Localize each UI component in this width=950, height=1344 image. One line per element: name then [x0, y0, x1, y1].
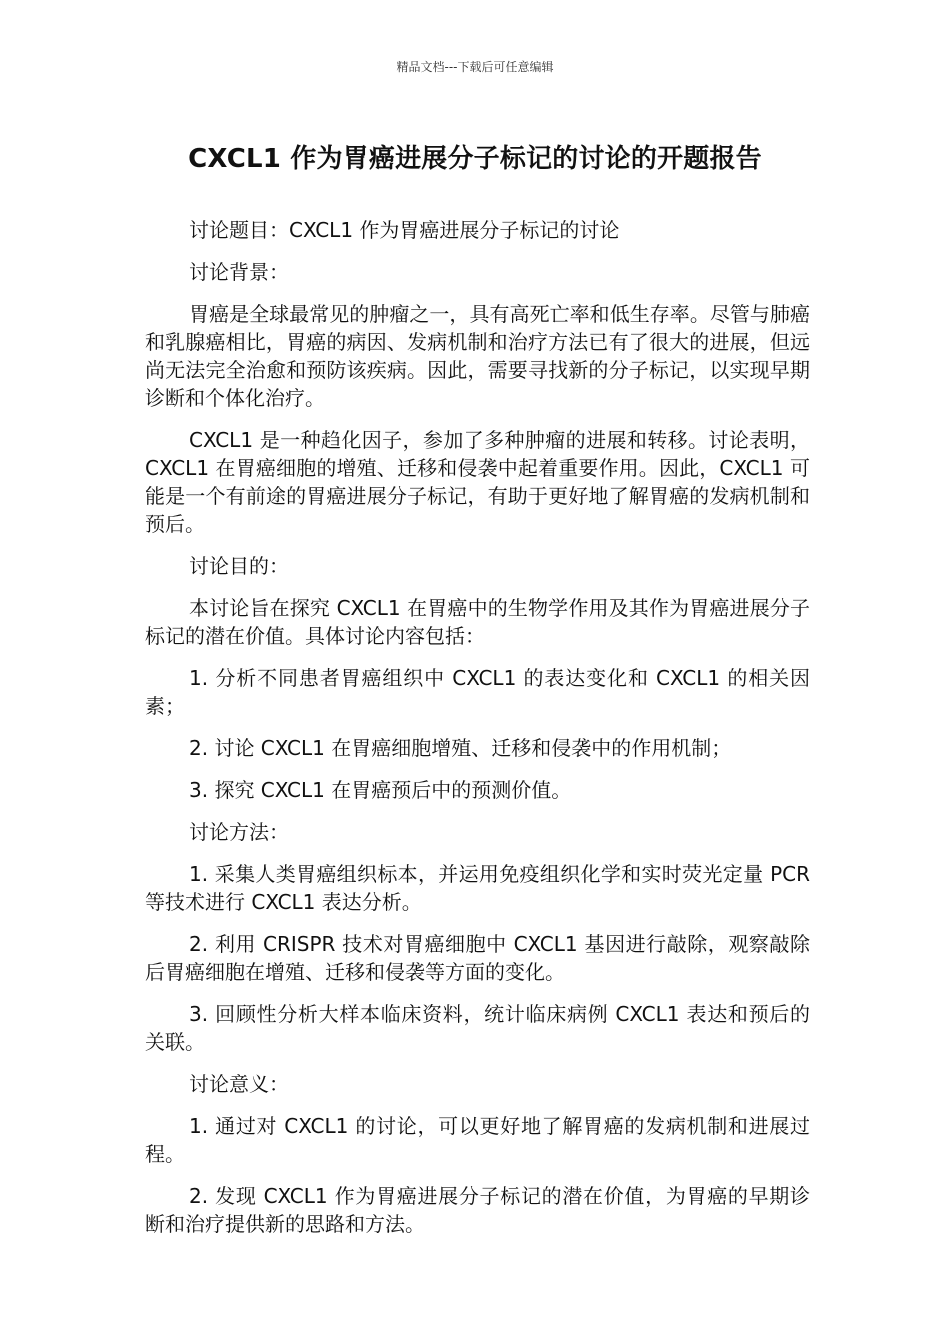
purpose-item-1: 1. 分析不同患者胃癌组织中 CXCL1 的表达变化和 CXCL1 的相关因素； [145, 666, 810, 718]
paragraph-background-1: 胃癌是全球最常见的肿瘤之一，具有高死亡率和低生存率。尽管与肺癌和乳腺癌相比，胃癌的病因、发病机制和治疗方法已有了很大的进展，但远尚无法完全治愈和预防该疾病。因此，需要寻找新的分子标记，以实现早期诊断和个体化治疗。 [145, 302, 810, 410]
header-note: 精品文档---下载后可任意编辑 [396, 60, 554, 74]
heading-methods: 讨论方法： [189, 820, 289, 844]
document-title: CXCL1 作为胃癌进展分子标记的讨论的开题报告 [188, 144, 762, 174]
method-item-1: 1. 采集人类胃癌组织标本，并运用免疫组织化学和实时荧光定量 PCR 等技术进行 CXCL1 表达分析。 [145, 862, 810, 914]
method-item-3: 3. 回顾性分析大样本临床资料，统计临床病例 CXCL1 表达和预后的关联。 [145, 1002, 810, 1054]
method-item-2: 2. 利用 CRISPR 技术对胃癌细胞中 CXCL1 基因进行敲除，观察敲除后胃癌细胞在增殖、迁移和侵袭等方面的变化。 [145, 932, 810, 984]
heading-purpose: 讨论目的： [189, 554, 289, 578]
document-body [145, 216, 810, 1252]
significance-item-1: 1. 通过对 CXCL1 的讨论，可以更好地了解胃癌的发病机制和进展过程。 [145, 1114, 810, 1166]
heading-background: 讨论背景： [189, 260, 289, 284]
paragraph-background-2: CXCL1 是一种趋化因子，参加了多种肿瘤的进展和转移。讨论表明，CXCL1 在胃癌细胞的增殖、迁移和侵袭中起着重要作用。因此，CXCL1 可能是一个有前途的胃癌进展分子标记，有助于更好地了解胃癌的发病机制和预后。 [145, 428, 810, 536]
purpose-item-3: 3. 探究 CXCL1 在胃癌预后中的预测价值。 [189, 778, 572, 802]
paragraph-purpose: 本讨论旨在探究 CXCL1 在胃癌中的生物学作用及其作为胃癌进展分子标记的潜在价值。具体讨论内容包括： [145, 596, 810, 648]
heading-significance: 讨论意义： [189, 1072, 289, 1096]
paragraph-topic: 讨论题目：CXCL1 作为胃癌进展分子标记的讨论 [189, 218, 620, 242]
purpose-item-2: 2. 讨论 CXCL1 在胃癌细胞增殖、迁移和侵袭中的作用机制； [189, 736, 732, 760]
significance-item-2: 2. 发现 CXCL1 作为胃癌进展分子标记的潜在价值，为胃癌的早期诊断和治疗提供新的思路和方法。 [145, 1184, 810, 1236]
